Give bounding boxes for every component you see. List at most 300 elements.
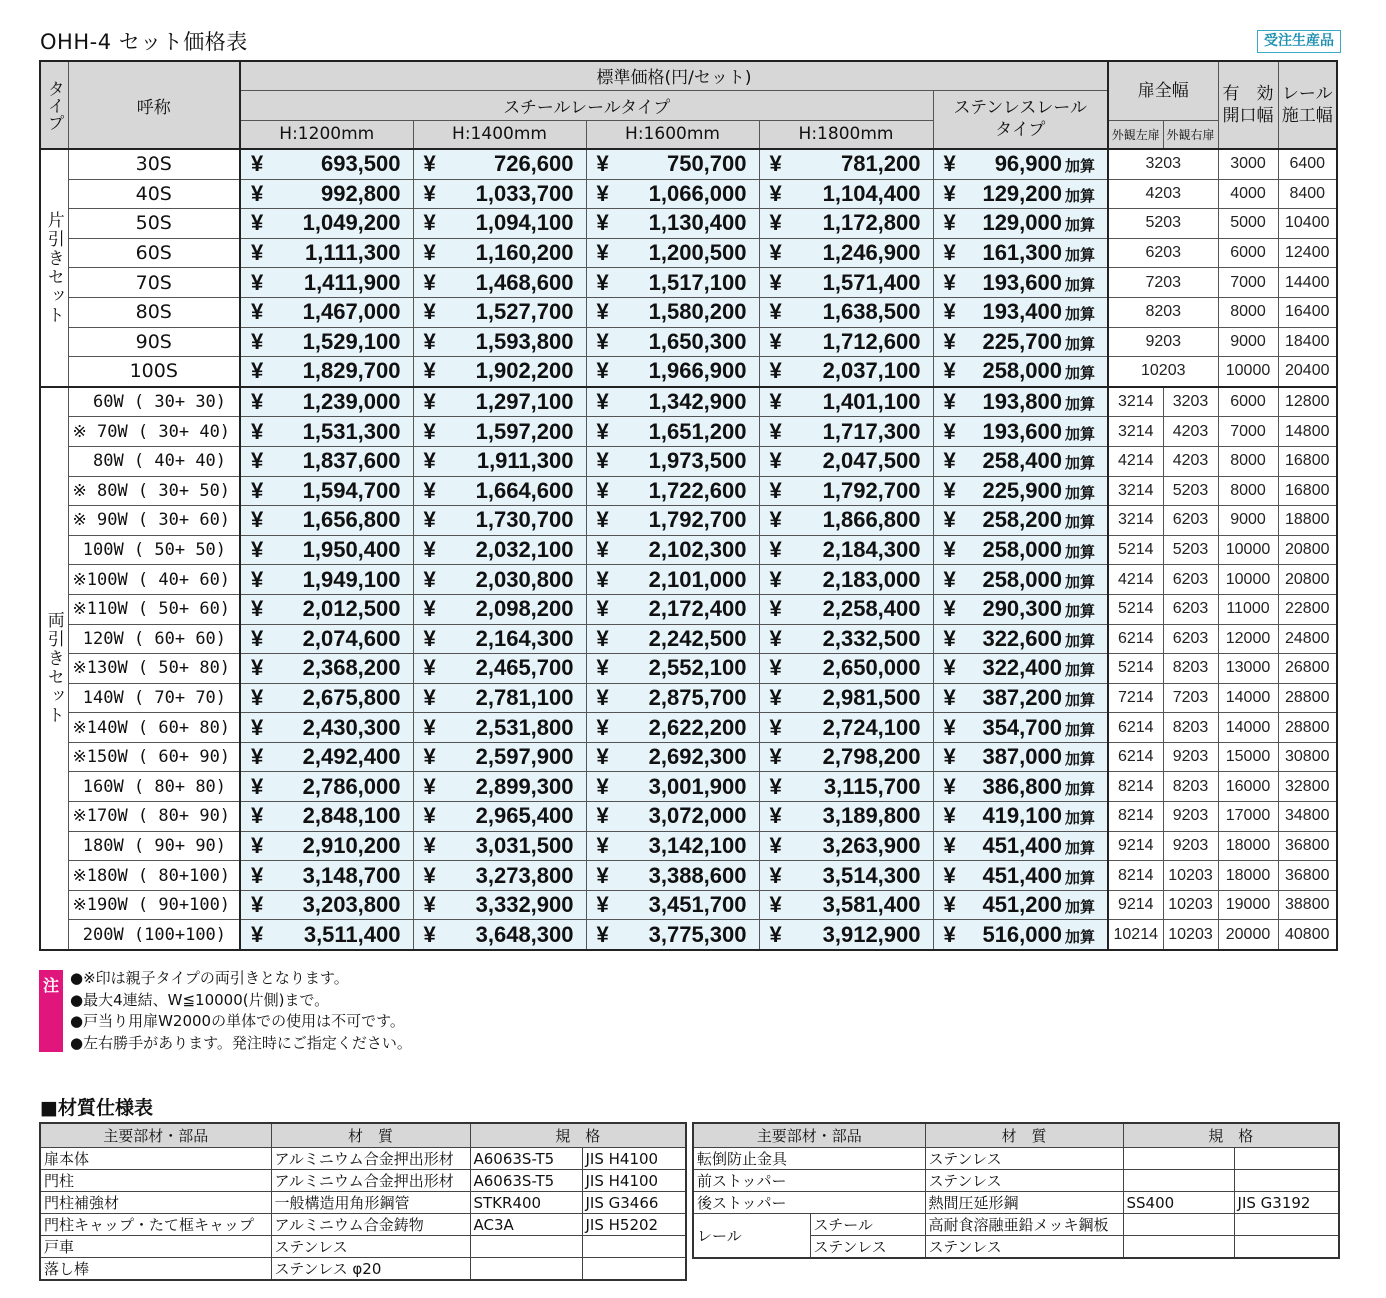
- price-cell: [240, 624, 413, 654]
- standard-cell: [1234, 1148, 1339, 1170]
- stainless-amount: 161,300: [982, 240, 1062, 266]
- price-cell: [586, 890, 759, 920]
- yen-sign: ¥: [769, 832, 782, 858]
- add-label: 加算: [1064, 603, 1095, 621]
- rail-sub-cell: ステンレス: [810, 1236, 925, 1259]
- price-value: 2,430,300: [302, 714, 401, 740]
- yen-sign: ¥: [943, 684, 956, 710]
- rail-width: 38800: [1278, 890, 1337, 920]
- yen-sign: ¥: [423, 832, 436, 858]
- row-name: 90S: [68, 327, 240, 357]
- table-row: [40, 890, 1337, 920]
- material-cell: アルミニウム合金押出形材: [271, 1148, 470, 1170]
- row-name: 50S: [68, 209, 240, 239]
- add-label: 加算: [1064, 396, 1095, 414]
- price-value: 3,912,900: [822, 921, 921, 947]
- stainless-price-cell: [933, 594, 1108, 624]
- add-label: 加算: [1064, 869, 1095, 887]
- price-value: 1,066,000: [648, 180, 747, 206]
- row-name: 70S: [68, 268, 240, 298]
- stainless-price-cell: [933, 742, 1108, 772]
- part-cell: 扉本体: [40, 1148, 271, 1170]
- price-cell: [759, 268, 933, 298]
- add-label: 加算: [1064, 484, 1095, 502]
- add-label: 加算: [1064, 573, 1095, 591]
- price-cell: [586, 476, 759, 506]
- table-row: [40, 565, 1337, 595]
- price-cell: [413, 149, 586, 179]
- right-door-width: 6203: [1163, 624, 1218, 654]
- price-value: 2,012,500: [302, 596, 401, 622]
- add-label: 加算: [1064, 751, 1095, 769]
- price-value: 3,514,300: [822, 862, 921, 888]
- door-width: 6203: [1108, 238, 1218, 268]
- yen-sign: ¥: [943, 477, 956, 503]
- yen-sign: ¥: [943, 328, 956, 354]
- left-door-width: 6214: [1108, 624, 1163, 654]
- row-name: ※ 80W ( 30+ 50): [68, 476, 240, 506]
- yen-sign: ¥: [423, 892, 436, 918]
- price-value: 1,829,700: [302, 358, 401, 384]
- left-door-width: 6214: [1108, 742, 1163, 772]
- table-row: [40, 238, 1337, 268]
- right-door-width: 10203: [1163, 890, 1218, 920]
- add-label: 加算: [1064, 158, 1095, 176]
- yen-sign: ¥: [596, 210, 609, 236]
- add-label: 加算: [1064, 632, 1095, 650]
- yen-sign: ¥: [596, 328, 609, 354]
- opening-width: 7000: [1218, 417, 1278, 447]
- yen-sign: ¥: [943, 418, 956, 444]
- stainless-value: [982, 892, 1107, 918]
- yen-sign: ¥: [596, 358, 609, 384]
- price-cell: [413, 713, 586, 743]
- price-value: 726,600: [493, 151, 574, 177]
- mat-right-header-material: 材 質: [925, 1123, 1123, 1148]
- yen-sign: ¥: [423, 151, 436, 177]
- price-cell: [413, 268, 586, 298]
- yen-sign: ¥: [423, 744, 436, 770]
- price-value: 2,675,800: [302, 684, 401, 710]
- price-value: 2,531,800: [475, 714, 574, 740]
- yen-sign: ¥: [943, 180, 956, 206]
- row-name: ※100W ( 40+ 60): [68, 565, 240, 595]
- header-type: タイプ: [40, 61, 68, 149]
- row-name: 30S: [68, 149, 240, 179]
- left-door-width: 10214: [1108, 920, 1163, 950]
- price-cell: [759, 476, 933, 506]
- price-value: 3,648,300: [475, 921, 574, 947]
- yen-sign: ¥: [769, 299, 782, 325]
- add-label: 加算: [1064, 810, 1095, 828]
- stainless-amount: 225,700: [982, 328, 1062, 354]
- note-item: ●最大4連結、W≦10000(片側)まで。: [70, 990, 330, 1009]
- price-cell: [240, 920, 413, 950]
- price-cell: [586, 417, 759, 447]
- price-value: 3,142,100: [648, 832, 747, 858]
- yen-sign: ¥: [423, 358, 436, 384]
- materials-table-right: [692, 1122, 1340, 1259]
- price-value: 2,332,500: [822, 625, 921, 651]
- header-std-price: 標準価格(円/セット): [240, 61, 1108, 90]
- stainless-value: [982, 478, 1107, 504]
- price-cell: [240, 506, 413, 536]
- price-cell: [586, 446, 759, 476]
- yen-sign: ¥: [943, 507, 956, 533]
- opening-width: 10000: [1218, 535, 1278, 565]
- table-row: [40, 209, 1337, 239]
- yen-sign: ¥: [769, 448, 782, 474]
- price-cell: [413, 387, 586, 417]
- yen-sign: ¥: [596, 655, 609, 681]
- price-value: 1,638,500: [822, 299, 921, 325]
- price-value: 2,368,200: [302, 655, 401, 681]
- right-door-width: 5203: [1163, 476, 1218, 506]
- yen-sign: ¥: [423, 684, 436, 710]
- yen-sign: ¥: [943, 832, 956, 858]
- note-item: ●左右勝手があります。発注時にご指定ください。: [70, 1033, 412, 1052]
- stainless-price-cell: [933, 535, 1108, 565]
- price-value: 1,200,500: [648, 240, 747, 266]
- table-row: [40, 268, 1337, 298]
- price-cell: [240, 565, 413, 595]
- price-cell: [759, 535, 933, 565]
- yen-sign: ¥: [423, 418, 436, 444]
- table-row: [40, 179, 1337, 209]
- yen-sign: ¥: [596, 448, 609, 474]
- price-cell: [413, 476, 586, 506]
- price-cell: [586, 327, 759, 357]
- price-value: 2,172,400: [648, 596, 747, 622]
- price-cell: [759, 624, 933, 654]
- price-cell: [413, 209, 586, 239]
- yen-sign: ¥: [596, 921, 609, 947]
- stainless-price-cell: [933, 683, 1108, 713]
- rail-width: 16800: [1278, 476, 1337, 506]
- price-value: 2,164,300: [475, 625, 574, 651]
- price-cell: [586, 861, 759, 891]
- right-door-width: 7203: [1163, 683, 1218, 713]
- yen-sign: ¥: [251, 566, 264, 592]
- yen-sign: ¥: [943, 210, 956, 236]
- right-door-width: 6203: [1163, 594, 1218, 624]
- opening-width: 14000: [1218, 713, 1278, 743]
- yen-sign: ¥: [596, 418, 609, 444]
- price-cell: [759, 772, 933, 802]
- price-value: 2,258,400: [822, 596, 921, 622]
- price-cell: [240, 387, 413, 417]
- row-name: 80S: [68, 297, 240, 327]
- yen-sign: ¥: [769, 240, 782, 266]
- yen-sign: ¥: [769, 477, 782, 503]
- header-rail: レール 施工幅: [1278, 61, 1337, 149]
- price-value: 2,781,100: [475, 684, 574, 710]
- rail-width: 28800: [1278, 713, 1337, 743]
- stainless-amount: 387,000: [982, 744, 1062, 770]
- price-cell: [586, 535, 759, 565]
- price-cell: [413, 861, 586, 891]
- rail-width: 40800: [1278, 920, 1337, 950]
- part-cell: 落し棒: [40, 1258, 271, 1281]
- rail-width: 18800: [1278, 506, 1337, 536]
- price-cell: [413, 357, 586, 387]
- price-cell: [759, 713, 933, 743]
- yen-sign: ¥: [251, 448, 264, 474]
- stainless-price-cell: [933, 772, 1108, 802]
- price-cell: [240, 831, 413, 861]
- opening-width: 13000: [1218, 654, 1278, 684]
- price-cell: [586, 624, 759, 654]
- row-name: ※190W ( 90+100): [68, 890, 240, 920]
- material-cell: 熱間圧延形鋼: [925, 1192, 1123, 1214]
- opening-width: 8000: [1218, 476, 1278, 506]
- yen-sign: ¥: [596, 803, 609, 829]
- add-label: 加算: [1064, 691, 1095, 709]
- yen-sign: ¥: [596, 773, 609, 799]
- price-value: 1,517,100: [648, 269, 747, 295]
- row-name: 120W ( 60+ 60): [68, 624, 240, 654]
- rail-width: 14800: [1278, 417, 1337, 447]
- yen-sign: ¥: [251, 744, 264, 770]
- material-cell: アルミニウム合金押出形材: [271, 1170, 470, 1192]
- made-to-order-badge: 受注生産品: [1257, 30, 1341, 53]
- yen-sign: ¥: [251, 210, 264, 236]
- stainless-amount: 258,200: [982, 507, 1062, 533]
- stainless-value: [982, 448, 1107, 474]
- spec-cell: [1123, 1214, 1234, 1236]
- standard-cell: JIS G3466: [582, 1192, 686, 1214]
- price-value: 1,160,200: [475, 240, 574, 266]
- price-value: 3,072,000: [648, 803, 747, 829]
- add-label: 加算: [1064, 306, 1095, 324]
- stainless-price-cell: [933, 624, 1108, 654]
- stainless-price-cell: [933, 861, 1108, 891]
- price-cell: [759, 506, 933, 536]
- stainless-value: [982, 567, 1107, 593]
- price-value: 1,966,900: [648, 358, 747, 384]
- price-value: 750,700: [666, 151, 747, 177]
- left-door-width: 8214: [1108, 861, 1163, 891]
- price-cell: [240, 209, 413, 239]
- price-value: 2,101,000: [648, 566, 747, 592]
- stainless-price-cell: [933, 357, 1108, 387]
- table-row: [40, 476, 1337, 506]
- price-cell: [586, 654, 759, 684]
- price-cell: [586, 831, 759, 861]
- price-cell: [240, 742, 413, 772]
- price-value: 1,902,200: [475, 358, 574, 384]
- rail-width: 12800: [1278, 387, 1337, 417]
- yen-sign: ¥: [769, 210, 782, 236]
- price-value: 3,203,800: [302, 892, 401, 918]
- yen-sign: ¥: [596, 714, 609, 740]
- price-cell: [586, 209, 759, 239]
- yen-sign: ¥: [769, 803, 782, 829]
- header-h1600: H:1600mm: [586, 120, 759, 149]
- right-door-width: 8203: [1163, 654, 1218, 684]
- price-cell: [240, 417, 413, 447]
- price-cell: [759, 861, 933, 891]
- price-value: 1,866,800: [822, 507, 921, 533]
- rail-width: 36800: [1278, 831, 1337, 861]
- header-door-width: 扉全幅: [1108, 61, 1218, 120]
- stainless-value: [982, 863, 1107, 889]
- header-left-door: 外観左扉: [1108, 120, 1163, 149]
- yen-sign: ¥: [251, 684, 264, 710]
- rail-label: レール: [693, 1214, 810, 1259]
- left-door-width: 4214: [1108, 446, 1163, 476]
- stainless-amount: 387,200: [982, 684, 1062, 710]
- stainless-value: [982, 774, 1107, 800]
- yen-sign: ¥: [596, 832, 609, 858]
- part-cell: 前ストッパー: [693, 1170, 925, 1192]
- price-value: 1,950,400: [302, 537, 401, 563]
- yen-sign: ¥: [423, 269, 436, 295]
- stainless-price-cell: [933, 565, 1108, 595]
- price-cell: [413, 535, 586, 565]
- yen-sign: ¥: [251, 299, 264, 325]
- price-cell: [240, 654, 413, 684]
- stainless-price-cell: [933, 417, 1108, 447]
- header-right-door: 外観右扉: [1163, 120, 1218, 149]
- price-cell: [413, 890, 586, 920]
- yen-sign: ¥: [943, 299, 956, 325]
- group-label: 片引きセット: [40, 149, 68, 387]
- left-door-width: 8214: [1108, 772, 1163, 802]
- left-door-width: 5214: [1108, 535, 1163, 565]
- left-door-width: 6214: [1108, 713, 1163, 743]
- stainless-value: [982, 329, 1107, 355]
- price-cell: [413, 417, 586, 447]
- stainless-price-cell: [933, 920, 1108, 950]
- price-cell: [759, 446, 933, 476]
- price-cell: [759, 742, 933, 772]
- price-cell: [586, 772, 759, 802]
- opening-width: 19000: [1218, 890, 1278, 920]
- yen-sign: ¥: [251, 328, 264, 354]
- price-value: 1,973,500: [648, 448, 747, 474]
- price-value: 3,263,900: [822, 832, 921, 858]
- right-door-width: 5203: [1163, 535, 1218, 565]
- standard-cell: JIS G3192: [1234, 1192, 1339, 1214]
- left-door-width: 5214: [1108, 654, 1163, 684]
- standard-cell: [1234, 1170, 1339, 1192]
- right-door-width: 6203: [1163, 565, 1218, 595]
- price-cell: [759, 327, 933, 357]
- table-row: [40, 417, 1337, 447]
- price-cell: [413, 327, 586, 357]
- opening-width: 3000: [1218, 149, 1278, 179]
- price-cell: [759, 417, 933, 447]
- price-cell: [413, 594, 586, 624]
- price-value: 2,074,600: [302, 625, 401, 651]
- price-value: 2,184,300: [822, 537, 921, 563]
- table-row: [40, 831, 1337, 861]
- price-value: 1,342,900: [648, 389, 747, 415]
- standard-cell: [582, 1236, 686, 1258]
- price-value: 2,032,100: [475, 537, 574, 563]
- yen-sign: ¥: [769, 328, 782, 354]
- table-row: [40, 387, 1337, 417]
- yen-sign: ¥: [423, 328, 436, 354]
- price-value: 2,899,300: [475, 773, 574, 799]
- yen-sign: ¥: [251, 892, 264, 918]
- row-name: ※180W ( 80+100): [68, 861, 240, 891]
- rail-width: 36800: [1278, 861, 1337, 891]
- door-width: 9203: [1108, 327, 1218, 357]
- door-width: 8203: [1108, 297, 1218, 327]
- stainless-amount: 193,600: [982, 269, 1062, 295]
- yen-sign: ¥: [943, 921, 956, 947]
- yen-sign: ¥: [596, 566, 609, 592]
- price-cell: [759, 209, 933, 239]
- opening-width: 6000: [1218, 238, 1278, 268]
- left-door-width: 3214: [1108, 506, 1163, 536]
- price-value: 1,664,600: [475, 477, 574, 503]
- yen-sign: ¥: [769, 180, 782, 206]
- stainless-amount: 193,600: [982, 418, 1062, 444]
- stainless-price-cell: [933, 654, 1108, 684]
- price-value: 3,511,400: [303, 921, 401, 947]
- row-name: 80W ( 40+ 40): [68, 446, 240, 476]
- price-value: 2,622,200: [648, 714, 747, 740]
- yen-sign: ¥: [251, 151, 264, 177]
- yen-sign: ¥: [251, 240, 264, 266]
- stainless-amount: 193,400: [982, 299, 1062, 325]
- yen-sign: ¥: [769, 269, 782, 295]
- table-row: [40, 1192, 686, 1214]
- yen-sign: ¥: [769, 418, 782, 444]
- price-value: 1,401,100: [822, 389, 921, 415]
- stainless-value: [982, 210, 1107, 236]
- rail-sub-cell: スチール: [810, 1214, 925, 1236]
- stainless-amount: 386,800: [982, 773, 1062, 799]
- part-cell: 後ストッパー: [693, 1192, 925, 1214]
- price-value: 1,911,300: [476, 448, 574, 474]
- price-value: 3,148,700: [302, 862, 401, 888]
- spec-cell: AC3A: [470, 1214, 582, 1236]
- right-door-width: 8203: [1163, 772, 1218, 802]
- price-cell: [586, 742, 759, 772]
- table-row: [40, 535, 1337, 565]
- price-cell: [240, 535, 413, 565]
- stainless-value: [995, 151, 1107, 177]
- opening-width: 10000: [1218, 357, 1278, 387]
- mat-right-header-part: 主要部材・部品: [693, 1123, 925, 1148]
- rail-width: 34800: [1278, 802, 1337, 832]
- price-cell: [413, 802, 586, 832]
- price-value: 1,246,900: [822, 240, 921, 266]
- price-table-body: [40, 149, 1337, 950]
- row-name: ※ 90W ( 30+ 60): [68, 506, 240, 536]
- left-door-width: 9214: [1108, 890, 1163, 920]
- add-label: 加算: [1064, 187, 1095, 205]
- table-row: [40, 1236, 686, 1258]
- stainless-amount: 516,000: [982, 921, 1062, 947]
- add-label: 加算: [1064, 928, 1095, 946]
- price-value: 2,098,200: [475, 596, 574, 622]
- stainless-amount: 258,000: [982, 537, 1062, 563]
- stainless-price-cell: [933, 890, 1108, 920]
- notes-tag: 注: [39, 970, 63, 1052]
- yen-sign: ¥: [423, 210, 436, 236]
- yen-sign: ¥: [251, 803, 264, 829]
- rail-width: 20400: [1278, 357, 1337, 387]
- yen-sign: ¥: [251, 537, 264, 563]
- stainless-price-cell: [933, 476, 1108, 506]
- price-cell: [759, 179, 933, 209]
- yen-sign: ¥: [943, 537, 956, 563]
